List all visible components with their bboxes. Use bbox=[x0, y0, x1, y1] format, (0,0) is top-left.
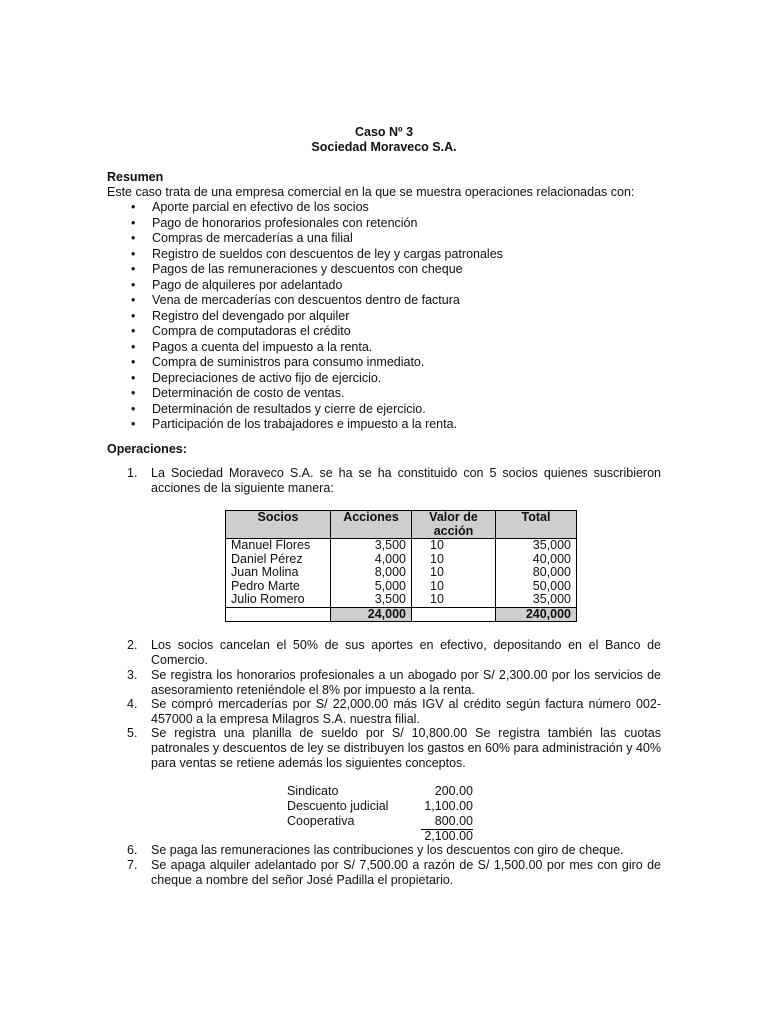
operation-text: Los socios cancelan el 50% de sus aportes en efectivo, depositando en el Banco de Comercio. bbox=[151, 638, 661, 667]
list-item: • Compra de suministros para consumo inmediato. bbox=[107, 355, 503, 371]
list-item: • Pagos a cuenta del impuesto a la renta. bbox=[107, 340, 503, 356]
operation-text: Se compró mercaderías por S/ 22,000.00 más IGV al crédito según factura número 002-457000 a la empresa Milagros S.A. nuestra filial. bbox=[151, 697, 661, 726]
table-row bbox=[226, 566, 577, 580]
operation-number: 1. bbox=[127, 466, 138, 480]
cell-socio: Manuel Flores bbox=[226, 539, 331, 553]
operation-number: 6. bbox=[127, 843, 138, 857]
company-title: Sociedad Moraveco S.A. bbox=[311, 140, 457, 154]
operation-number: 4. bbox=[127, 697, 138, 711]
cell-acciones: 3,500 bbox=[331, 593, 412, 607]
cell-total-blank bbox=[412, 607, 496, 622]
list-item: • Aporte parcial en efectivo de los socios bbox=[107, 200, 503, 216]
cell-total-amount: 240,000 bbox=[496, 607, 577, 622]
cell-valor: 10 bbox=[412, 553, 496, 567]
shares-table bbox=[225, 510, 577, 622]
cell-acciones: 4,000 bbox=[331, 553, 412, 567]
table-header-row bbox=[226, 511, 577, 539]
list-item: • Pago de alquileres por adelantado bbox=[107, 278, 503, 294]
cell-socio: Pedro Marte bbox=[226, 580, 331, 594]
table-total-row bbox=[226, 607, 577, 622]
list-item: • Vena de mercaderías con descuentos dentro de factura bbox=[107, 293, 503, 309]
deduction-row bbox=[287, 799, 477, 814]
deduction-amount: 200.00 bbox=[434, 784, 473, 798]
case-title: Caso Nº 3 bbox=[354, 125, 414, 139]
cell-total-label bbox=[226, 607, 331, 622]
cell-acciones: 3,500 bbox=[331, 539, 412, 553]
operation-text: Se apaga alquiler adelantado por S/ 7,500.00 a razón de S/ 1,500.00 por mes con giro de cheque a nombre del señor José Padilla el propietario. bbox=[151, 858, 661, 887]
cell-total: 35,000 bbox=[496, 593, 577, 607]
cell-valor: 10 bbox=[412, 593, 496, 607]
header-valor-accion: Valor de acción bbox=[412, 511, 496, 539]
operation-text: Se paga las remuneraciones las contribuciones y los descuentos con giro de cheque. bbox=[151, 843, 624, 857]
cell-valor: 10 bbox=[412, 580, 496, 594]
header-acciones: Acciones bbox=[331, 511, 412, 539]
header-total: Total bbox=[496, 511, 577, 539]
table-row bbox=[226, 553, 577, 567]
cell-total: 50,000 bbox=[496, 580, 577, 594]
cell-total-acciones: 24,000 bbox=[331, 607, 412, 622]
list-item: • Registro de sueldos con descuentos de ley y cargas patronales bbox=[107, 247, 503, 263]
cell-total: 80,000 bbox=[496, 566, 577, 580]
list-item: • Determinación de costo de ventas. bbox=[107, 386, 503, 402]
operation-text: La Sociedad Moraveco S.A. se ha se ha constituido con 5 socios quienes suscribieron acciones de la siguiente manera: bbox=[151, 466, 661, 495]
cell-socio: Juan Molina bbox=[226, 566, 331, 580]
summary-intro: Este caso trata de una empresa comercial en la que se muestra operaciones relacionadas con: bbox=[107, 185, 635, 199]
table-row bbox=[226, 593, 577, 607]
deduction-label: Descuento judicial bbox=[287, 799, 389, 813]
deductions-list bbox=[287, 784, 477, 844]
table-row bbox=[226, 580, 577, 594]
deduction-amount: 1,100.00 bbox=[424, 799, 473, 813]
operation-number: 3. bbox=[127, 668, 138, 682]
list-item: • Participación de los trabajadores e impuesto a la renta. bbox=[107, 417, 503, 433]
list-item: • Depreciaciones de activo fijo de ejercicio. bbox=[107, 371, 503, 387]
header-socios: Socios bbox=[226, 511, 331, 539]
operation-number: 2. bbox=[127, 638, 138, 652]
list-item: • Registro del devengado por alquiler bbox=[107, 309, 503, 325]
summary-heading: Resumen bbox=[107, 170, 164, 184]
deduction-row bbox=[287, 784, 477, 799]
cell-socio: Daniel Pérez bbox=[226, 553, 331, 567]
cell-socio: Julio Romero bbox=[226, 593, 331, 607]
cell-valor: 10 bbox=[412, 539, 496, 553]
operation-text: Se registra los honorarios profesionales a un abogado por S/ 2,300.00 por los servicios de asesoramiento reteniéndole el 8% por impuesto a la renta. bbox=[151, 668, 661, 697]
cell-acciones: 8,000 bbox=[331, 566, 412, 580]
cell-acciones: 5,000 bbox=[331, 580, 412, 594]
deduction-amount: 800.00 bbox=[421, 814, 473, 830]
deduction-label: Cooperativa bbox=[287, 814, 355, 828]
list-item: • Determinación de resultados y cierre de ejercicio. bbox=[107, 402, 503, 418]
list-item: • Compras de mercaderías a una filial bbox=[107, 231, 503, 247]
list-item: • Pago de honorarios profesionales con retención bbox=[107, 216, 503, 232]
operations-heading: Operaciones: bbox=[107, 442, 187, 456]
cell-total: 35,000 bbox=[496, 539, 577, 553]
cell-total: 40,000 bbox=[496, 553, 577, 567]
deduction-total-row bbox=[287, 829, 477, 844]
list-item: • Compra de computadoras el crédito bbox=[107, 324, 503, 340]
deduction-row bbox=[287, 814, 477, 829]
list-item: • Pagos de las remuneraciones y descuentos con cheque bbox=[107, 262, 503, 278]
cell-valor: 10 bbox=[412, 566, 496, 580]
deduction-label: Sindicato bbox=[287, 784, 339, 798]
summary-list bbox=[107, 200, 503, 433]
operation-number: 5. bbox=[127, 726, 138, 740]
deduction-total: 2,100.00 bbox=[424, 829, 473, 843]
table-row bbox=[226, 539, 577, 553]
operation-number: 7. bbox=[127, 858, 138, 872]
operation-text: Se registra una planilla de sueldo por S/ 10,800.00 Se registra también las cuotas patronales y descuentos de ley se distribuyen los gastos en 60% para administración y 40% para ventas se retiene además los siguientes conceptos. bbox=[151, 726, 661, 770]
